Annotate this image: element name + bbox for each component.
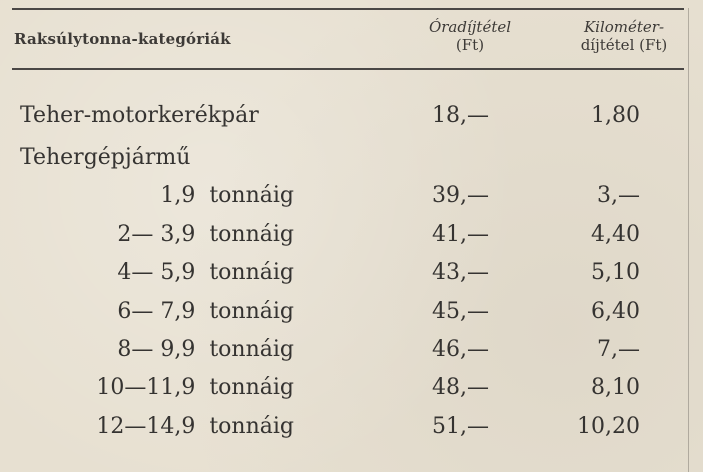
table-row [0,369,703,406]
row-category: 12—14,9 tonnáig [96,414,294,439]
table-row [0,331,703,368]
table-row [0,293,703,330]
row-hourly-rate: 45,— [432,299,489,324]
header-hourly-rate [400,18,540,54]
row-km-rate: 10,20 [577,414,640,439]
table-row [0,97,703,134]
row-hourly-rate: 46,— [432,337,489,362]
header-category: Raksúlytonna-kategóriák [14,30,231,48]
header-km-rate-line1: Kilométer- [583,18,665,36]
table-top-rule [12,8,684,10]
row-category: 6— 7,9 tonnáig [117,299,294,324]
header-km-rate-line2: díjtétel (Ft) [580,36,668,54]
row-category: 2— 3,9 tonnáig [117,222,294,247]
row-category: Teher-motorkerékpár [20,103,259,128]
table-row [0,216,703,253]
row-hourly-rate: 43,— [432,260,489,285]
table-row [0,408,703,445]
row-km-rate: 1,80 [591,103,640,128]
table-row [0,139,703,176]
row-km-rate: 4,40 [591,222,640,247]
row-hourly-rate: 18,— [432,103,489,128]
row-hourly-rate: 41,— [432,222,489,247]
row-category: 1,9 tonnáig [160,183,294,208]
row-km-rate: 3,— [597,183,640,208]
row-category: 10—11,9 tonnáig [96,375,294,400]
row-category: 4— 5,9 tonnáig [117,260,294,285]
row-hourly-rate: 48,— [432,375,489,400]
row-hourly-rate: 51,— [432,414,489,439]
row-km-rate: 8,10 [591,375,640,400]
row-hourly-rate: 39,— [432,183,489,208]
row-category: 8— 9,9 tonnáig [117,337,294,362]
header-divider-rule [12,68,684,70]
table-row [0,177,703,214]
header-hourly-rate-line1: Óradíjtétel [428,18,512,36]
row-km-rate: 5,10 [591,260,640,285]
row-km-rate: 6,40 [591,299,640,324]
header-km-rate [560,18,688,54]
table-row [0,254,703,291]
header-hourly-rate-line2: (Ft) [455,36,485,54]
row-category: Tehergépjármű [20,145,191,170]
row-km-rate: 7,— [597,337,640,362]
